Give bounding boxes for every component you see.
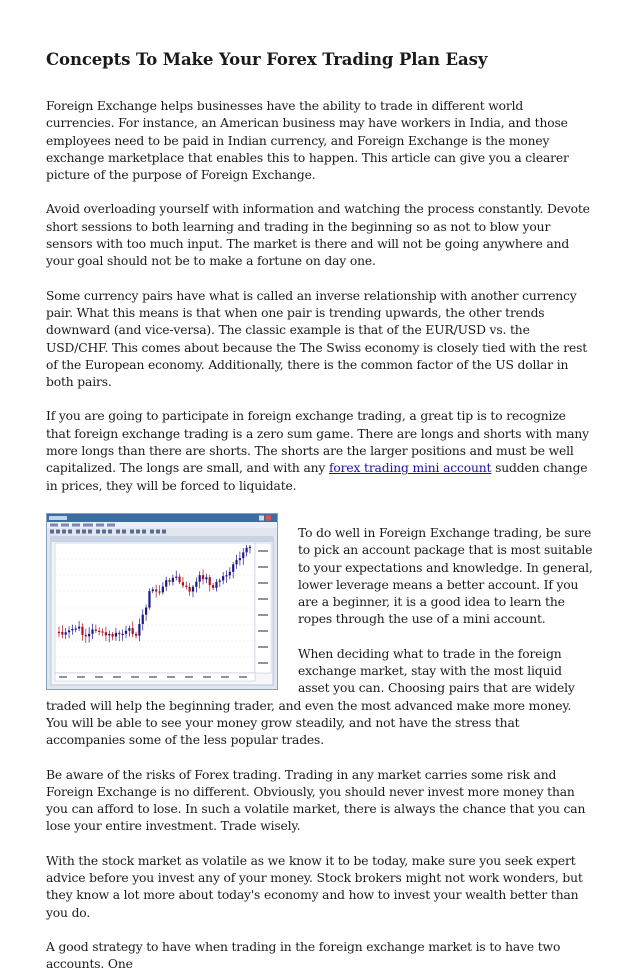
candle-body xyxy=(81,627,83,635)
candle-body xyxy=(219,580,221,581)
candle-body xyxy=(199,575,201,582)
candle-body xyxy=(175,577,177,578)
candle-body xyxy=(148,591,150,607)
candle-body xyxy=(165,580,167,586)
candle-body xyxy=(68,630,70,632)
paragraph-4-text-end: sudden change in prices, they will be forced to liquidate. xyxy=(46,461,588,493)
candle-body xyxy=(195,582,197,587)
trading-chart-image xyxy=(46,513,278,690)
candle-body xyxy=(152,589,154,591)
candle-body xyxy=(209,577,211,585)
candle-body xyxy=(71,629,73,630)
candle-body xyxy=(222,576,224,580)
candle-body xyxy=(88,634,90,636)
candle-body xyxy=(162,587,164,593)
paragraph-3: Some currency pairs have what is called an inverse relationship with another currency pair. What this means is that when one pair is trending upwards, the other trends downward (and vice-versa). The classic example is that of the EUR/USD vs. the USD/CHF. This comes about because the The Swiss economy is closely tied with the rest of the European economy. Additionally, there is the common factor of the US dollar in both pairs. xyxy=(46,288,588,390)
candle-body xyxy=(135,634,137,636)
candle-body xyxy=(138,624,140,636)
paragraph-4-text: If you are going to participate in foreign exchange trading, a great tip is to recognize that foreign exchange trading is a zero sum game. There are longs and shorts with many more longs than there are shorts. The shorts are the larger positions and must be well capitalized. The longs are small, and with any xyxy=(46,409,589,476)
paragraph-5: To do well in Foreign Exchange trading, be sure to pick an account package that is most suitable to your expectations and knowledge. In general, lower leverage means a better account. If you are a beginner, it is a good idea to learn the ropes through the use of a mini account. xyxy=(298,525,593,627)
article-title: Concepts To Make Your Forex Trading Plan Easy xyxy=(46,50,488,69)
candle-body xyxy=(232,564,234,572)
paragraph-9: A good strategy to have when trading in the foreign exchange market is to have two accounts. One xyxy=(46,939,561,972)
trading-chart-svg xyxy=(47,514,277,689)
candle-body xyxy=(61,632,63,635)
candle-body xyxy=(172,578,174,582)
candle-body xyxy=(85,635,87,636)
candle-body xyxy=(185,586,187,587)
candle-body xyxy=(246,548,248,553)
candle-body xyxy=(122,634,124,635)
paragraph-4 xyxy=(46,408,594,494)
candle-body xyxy=(78,627,80,629)
candle-body xyxy=(112,634,114,637)
candle-body xyxy=(75,628,77,629)
candle-body xyxy=(65,632,67,634)
candle-body xyxy=(101,631,103,632)
candle-body xyxy=(235,560,237,564)
candle-body xyxy=(145,608,147,615)
candle-body xyxy=(98,631,100,632)
candle-body xyxy=(215,582,217,588)
candle-body xyxy=(118,633,120,634)
forex-mini-account-link[interactable]: forex trading mini account xyxy=(328,461,492,476)
candle-body xyxy=(239,558,241,560)
candle-body xyxy=(125,631,127,634)
candle-body xyxy=(108,634,110,635)
candle-body xyxy=(91,629,93,633)
candle-body xyxy=(189,587,191,592)
candle-body xyxy=(128,628,130,631)
paragraph-8: With the stock market as volatile as we know it to be today, make sure you seek expert advice before you invest any of your money. Stock brokers might not work wonders, but they know a lot more about today's economy and how to invest your wealth better than you do. xyxy=(46,853,583,920)
candle-body xyxy=(115,633,117,637)
candle-body xyxy=(229,572,231,575)
figure-section xyxy=(46,512,594,750)
candle-body xyxy=(212,585,214,588)
candle-body xyxy=(205,577,207,579)
candle-body xyxy=(155,589,157,591)
candle-body xyxy=(225,575,227,576)
candle-body xyxy=(132,628,134,634)
candle-body xyxy=(182,582,184,585)
candle-body xyxy=(95,629,97,630)
paragraph-6: When deciding what to trade in the foreign exchange market, stay with the most liquid asset you can. Choosing pairs that are widely traded will help the beginning trader, and even the most advanced make more money. You will be able to see your money grow steadily, and not have the stress that accompanies some of the less popular trades. xyxy=(46,646,575,748)
paragraph-2: Avoid overloading yourself with information and watching the process constantly. Devote short sessions to both learning and trading in the beginning so as not to blow your sensors with too much input. The market is there and will not be going anywhere and your goal should not be to make a fortune on day one. xyxy=(46,202,590,269)
paragraph-7: Be aware of the risks of Forex trading. Trading in any market carries some risk and Foreign Exchange is no different. Obviously, you should never invest more money than you can afford to lose. In such a volatile market, there is always the chance that you can lose your entire investment. Trade wisely. xyxy=(46,767,586,834)
candle-body xyxy=(192,587,194,592)
candle-body xyxy=(179,577,181,583)
candle-body xyxy=(142,615,144,624)
candle-body xyxy=(168,580,170,582)
candle-body xyxy=(158,591,160,592)
candle-body xyxy=(105,632,107,635)
paragraph-1: Foreign Exchange helps businesses have the ability to trade in different world currencies. For instance, an American business may have workers in India, and those employees need to be paid in Indian currency, and Foreign Exchange is the money exchange marketplace that enables this to happen. This article can give you a clearer picture of the purpose of Foreign Exchange. xyxy=(46,99,569,183)
article xyxy=(46,0,594,973)
candle-body xyxy=(202,575,204,579)
candle-body xyxy=(249,547,251,548)
candle-body xyxy=(58,632,60,633)
candle-body xyxy=(242,552,244,558)
